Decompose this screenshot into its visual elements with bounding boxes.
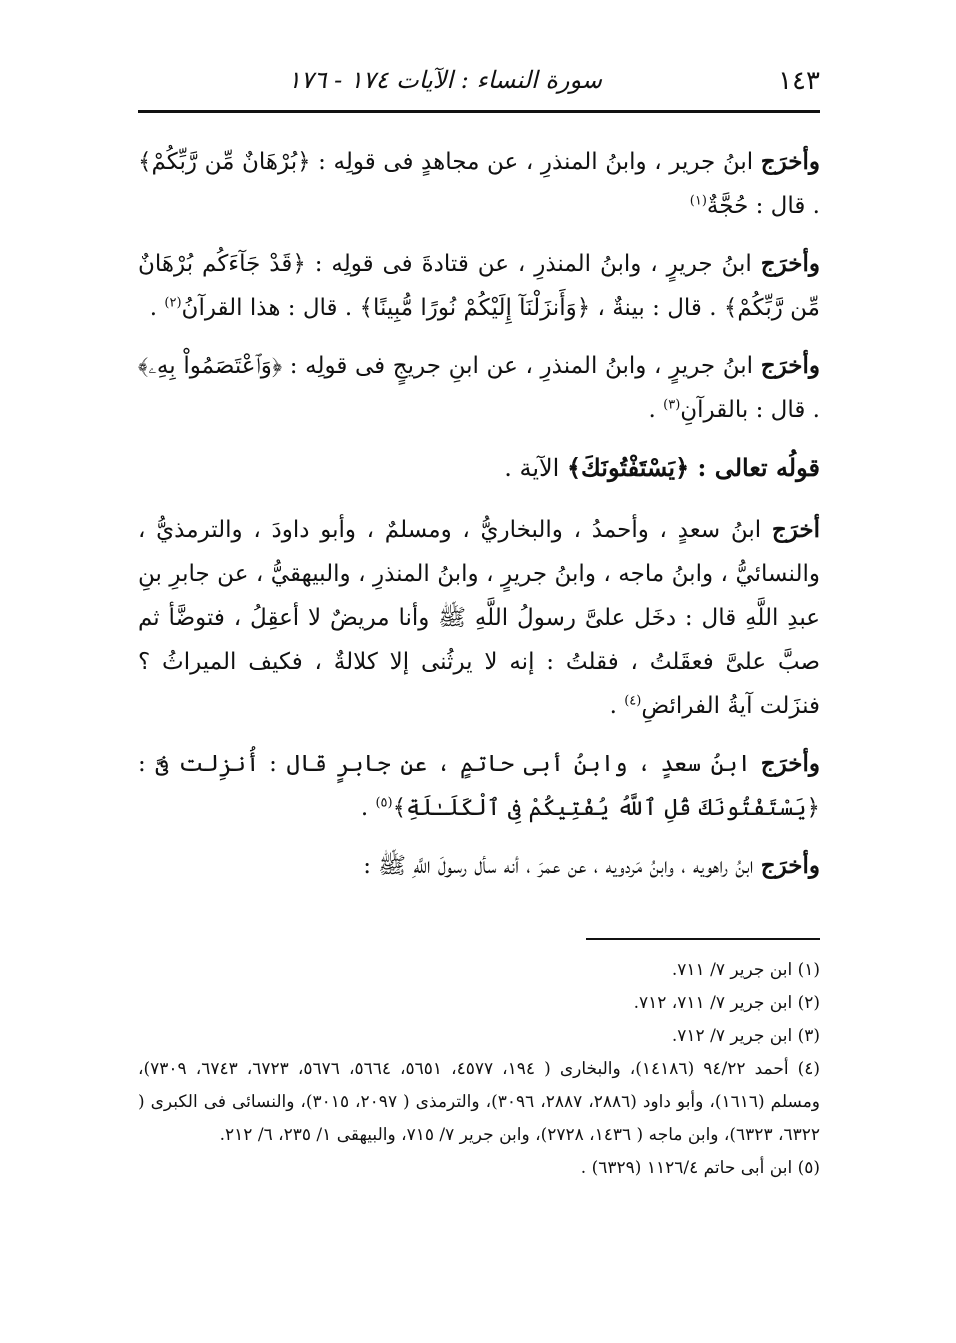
paragraph-text: ابنُ سعدٍ ، وأحمدُ ، والبخاريُّ ، ومسلمٌ ، وأبو داودَ ، والترمذيُّ ، والنسائيُّ ، وابنُ ماجه ، وابنُ جريرٍ ، وابنُ المنذرِ ، والبيهقيُّ ، عن جابرِ بنِ عبدِ اللَّهِ قال : دخَل علىَّ رسولُ اللَّهِ ﷺ وأنا مريضٌ لا أعقِلُ ، فتوضَّأ ثم صبَّ علىَّ فعقَلتُ ، فقلتُ : إنه لا يرثُنى إلا كلالةٌ ، فكيف الميراثُ ؟ فنزَلت آيةُ الفرائضِ <box>138 517 820 719</box>
section-heading <box>138 446 820 490</box>
paragraph-qatadah <box>138 242 820 330</box>
footnote-5: (٥) ابن أبى حاتم ١١٢٦/٤ (٦٣٢٩) . <box>580 1158 820 1178</box>
paragraph-lead: وأخرَج <box>760 250 820 277</box>
paragraph-end: . <box>609 693 625 719</box>
paragraph-text: ابنُ راهويه ، وابنُ مَردويه ، عن عمرَ ، أنه سأل رسولَ اللَّهِ ﷺ : <box>363 853 761 879</box>
footnote-3: (٣) ابن جرير ٧/ ٧١٢. <box>671 1026 820 1046</box>
paragraph-lead: أخرَج <box>771 516 820 543</box>
paragraph-mujahid <box>138 140 820 228</box>
paragraph-umar <box>138 844 820 888</box>
running-title: سورة النساء : الآيات ١٧٤ - ١٧٦ <box>287 66 602 94</box>
footnote-ref[interactable]: (٤) <box>624 693 642 709</box>
paragraph-jabir-2 <box>138 742 820 830</box>
paragraph-text: ابنُ سعدٍ ، وابنُ أبى حاتمٍ ، عن جابرٍ قال : أُنزِلت فىَّ : ﴿يَسْتَفْتُونَكَ قُلِ ٱللَّهُ يُفْتِيكُمْ فِى ٱلْكَلَـٰلَةِ﴾ <box>138 751 820 821</box>
paragraph-jabir <box>138 508 820 728</box>
paragraph-lead: وأخرَج <box>760 750 820 777</box>
footnote-ref[interactable]: (٢) <box>164 295 182 311</box>
footnote-2: (٢) ابن جرير ٧/ ٧١١، ٧١٢. <box>633 993 820 1013</box>
paragraph-ibn-jurayj <box>138 344 820 432</box>
paragraph-text: ابنُ جريرٍ ، وابنُ المنذرِ ، عن ابنِ جريجٍ فى قولِه : ﴿وَٱعْتَصَمُواْ بِهِۦ﴾ . قال : بالقرآنِ <box>138 353 820 423</box>
main-text <box>138 140 820 902</box>
paragraph-lead: وأخرَج <box>760 148 820 175</box>
paragraph-text: ابنُ جرير ، وابنُ المنذرِ ، عن مجاهدٍ فى قولِه : ﴿بُرْهَانٌ مِّن رَّبِّكُمْ﴾ . قال : حُجَّةٌ <box>138 149 820 219</box>
heading-tail: الآية . <box>504 454 567 482</box>
footnotes <box>138 954 820 1185</box>
footnote-ref[interactable]: (٥) <box>375 795 393 811</box>
paragraph-lead: وأخرَج <box>760 352 820 379</box>
footnote-ref[interactable]: (٣) <box>663 397 681 413</box>
heading-lead: قولُه تعالى : ﴿يَسْتَفْتُونَكَ﴾ <box>566 453 820 482</box>
footnote-separator <box>586 938 820 940</box>
page-header <box>138 62 820 106</box>
footnote-1: (١) ابن جرير ٧/ ٧١١. <box>671 960 820 980</box>
paragraph-end: . <box>149 295 165 321</box>
paragraph-text: ابنُ جريرٍ ، وابنُ المنذرِ ، عن قتادةَ فى قولِه : ﴿قَدْ جَآءَكُم بُرْهَانٌ مِّن رَّبِّكُمْ﴾ . قال : بينةٌ ، ﴿وَأَنزَلْنَآ إِلَيْكُمْ نُورًا مُّبِينًا﴾ . قال : هذا القرآنُ <box>138 251 820 321</box>
footnote-4: (٤) أحمد ٩٤/٢٢ (١٤١٨٦)، والبخارى ( ١٩٤، ٤٥٧٧، ٥٦٥١، ٥٦٦٤، ٥٦٧٦، ٦٧٢٣، ٦٧٤٣، ٧٣٠٩)، ومسلم (١٦١٦)، وأبو داود (٢٨٨٦، ٢٨٨٧، ٣٠٩٦)، والترمذى ( ٢٠٩٧، ٣٠١٥)، والنسائى فى الكبرى ( ٦٣٢٢، ٦٣٢٣)، وابن ماجه ( ١٤٣٦، ٢٧٢٨)، وابن جرير ٧/ ٧١٥، والبيهقى ١/ ٢٣٥، ٦/ ٢١٢. <box>138 1059 821 1145</box>
header-rule <box>138 110 820 113</box>
paragraph-end: . <box>360 795 376 821</box>
paragraph-lead: وأخرَج <box>760 852 820 879</box>
paragraph-end: . <box>648 397 664 423</box>
page-number: ١٤٣ <box>778 66 820 96</box>
footnote-ref[interactable]: (١) <box>689 193 707 209</box>
